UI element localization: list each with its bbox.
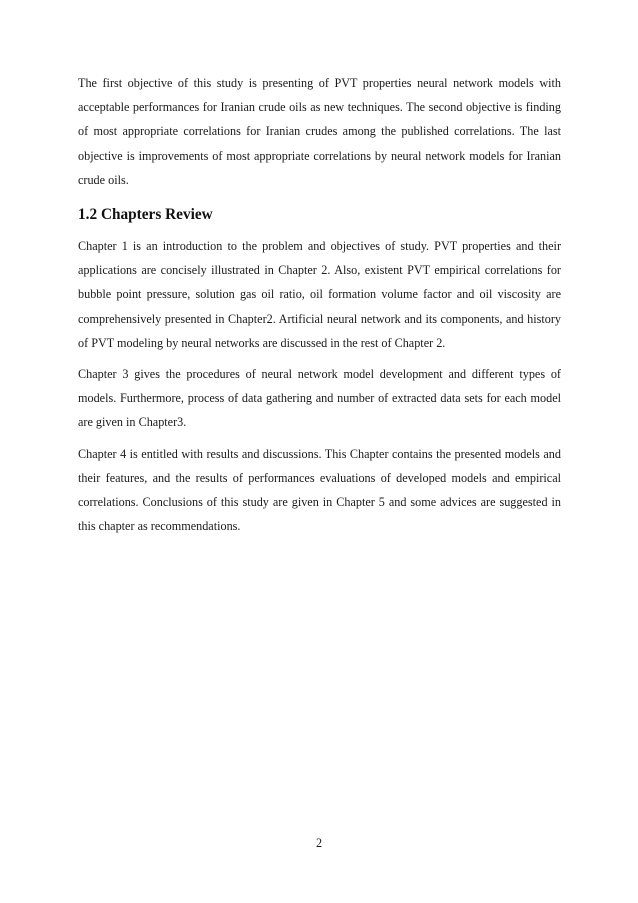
section-heading: 1.2 Chapters Review [78, 206, 213, 224]
paragraph-chapter-1-2: Chapter 1 is an introduction to the problem and objectives of study. PVT properties and their applications are concisely illustrated in Chapter 2. Also, existent PVT empirical correlations for bubble point pressure, solution gas oil ratio, oil formation volume factor and oil viscosity are comprehensively presented in Chapter2. Artificial neural network and its components, and history of PVT modeling by neural networks are discussed in the rest of Chapter 2. [78, 239, 561, 350]
paragraph-chapter-3: Chapter 3 gives the procedures of neural network model development and different types of models. Furthermore, process of data gathering and number of extracted data sets for each model are given in Chapter3. [78, 367, 561, 430]
paragraph-chapter-4-5: Chapter 4 is entitled with results and discussions. This Chapter contains the presented models and their features, and the results of performances evaluations of developed models and empirical correlations. Conclusions of this study are given in Chapter 5 and some advices are suggested in this chapter as recommendations. [78, 446, 561, 534]
paragraph-objectives: The first objective of this study is presenting of PVT properties neural network models with acceptable performances for Iranian crude oils as new techniques. The second objective is finding of most appropriate correlations for Iranian crudes among the published correlations. The last objective is improvements of most appropriate correlations by neural network models for Iranian crude oils. [78, 76, 561, 187]
page-number: 2 [315, 836, 323, 850]
page-body [78, 71, 561, 538]
